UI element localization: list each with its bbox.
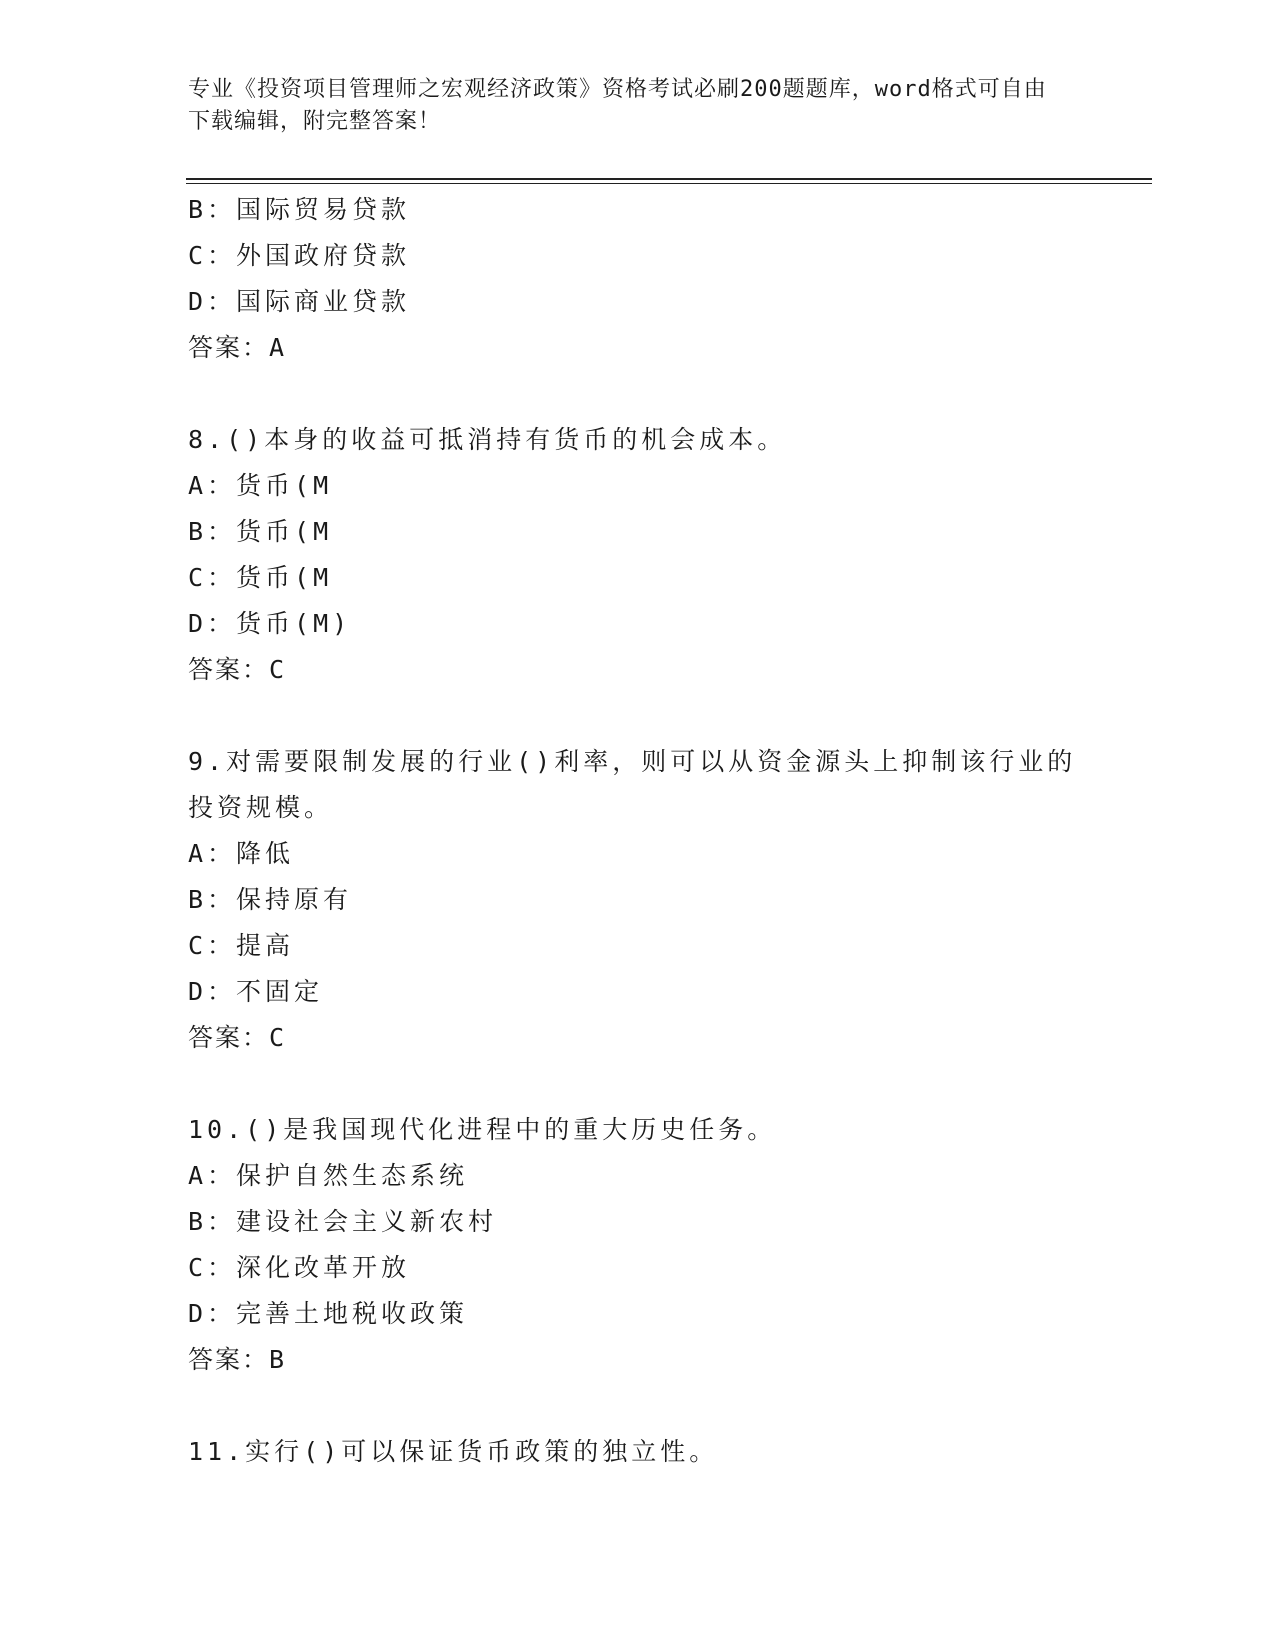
question-9 [188,739,1088,1061]
option-c: C：货币(M [188,563,333,592]
question-11 [188,1429,1088,1475]
option-a: A：降低 [188,839,295,868]
option-b: B：建设社会主义新农村 [188,1207,498,1236]
option-d: D：货币(M) [188,609,352,638]
header-rule-thin [186,183,1152,184]
answer: 答案：A [188,333,287,362]
option-d: D：不固定 [188,977,324,1006]
option-a: A：保护自然生态系统 [188,1161,469,1190]
answer: 答案：C [188,655,287,684]
answer: 答案：C [188,1023,287,1052]
question-list [188,187,1088,1475]
spacer [188,371,1088,417]
question-10 [188,1107,1088,1383]
spacer [188,1061,1088,1107]
option-c: C：外国政府贷款 [188,241,411,270]
question-stem: 8.()本身的收益可抵消持有货币的机会成本。 [188,425,787,454]
question-stem: 9.对需要限制发展的行业()利率，则可以从资金源头上抑制该行业的投资规模。 [188,747,1077,822]
option-d: D：完善土地税收政策 [188,1299,469,1328]
option-a: A：货币(M [188,471,333,500]
option-c: C：提高 [188,931,295,960]
question-stem: 10.()是我国现代化进程中的重大历史任务。 [188,1115,777,1144]
option-b: B：保持原有 [188,885,353,914]
option-b: B：国际贸易贷款 [188,195,411,224]
answer: 答案：B [188,1345,287,1374]
option-b: B：货币(M [188,517,333,546]
document-header: 专业《投资项目管理师之宏观经济政策》资格考试必刷200题题库，word格式可自由下载编辑，附完整答案！ [188,77,1047,134]
question-stem: 11.实行()可以保证货币政策的独立性。 [188,1437,719,1466]
question-8 [188,417,1088,693]
spacer [188,693,1088,739]
option-c: C：深化改革开放 [188,1253,411,1282]
spacer [188,1383,1088,1429]
question-7-continued [188,187,1088,371]
header-rule-thick [186,178,1152,180]
option-d: D：国际商业贷款 [188,287,411,316]
